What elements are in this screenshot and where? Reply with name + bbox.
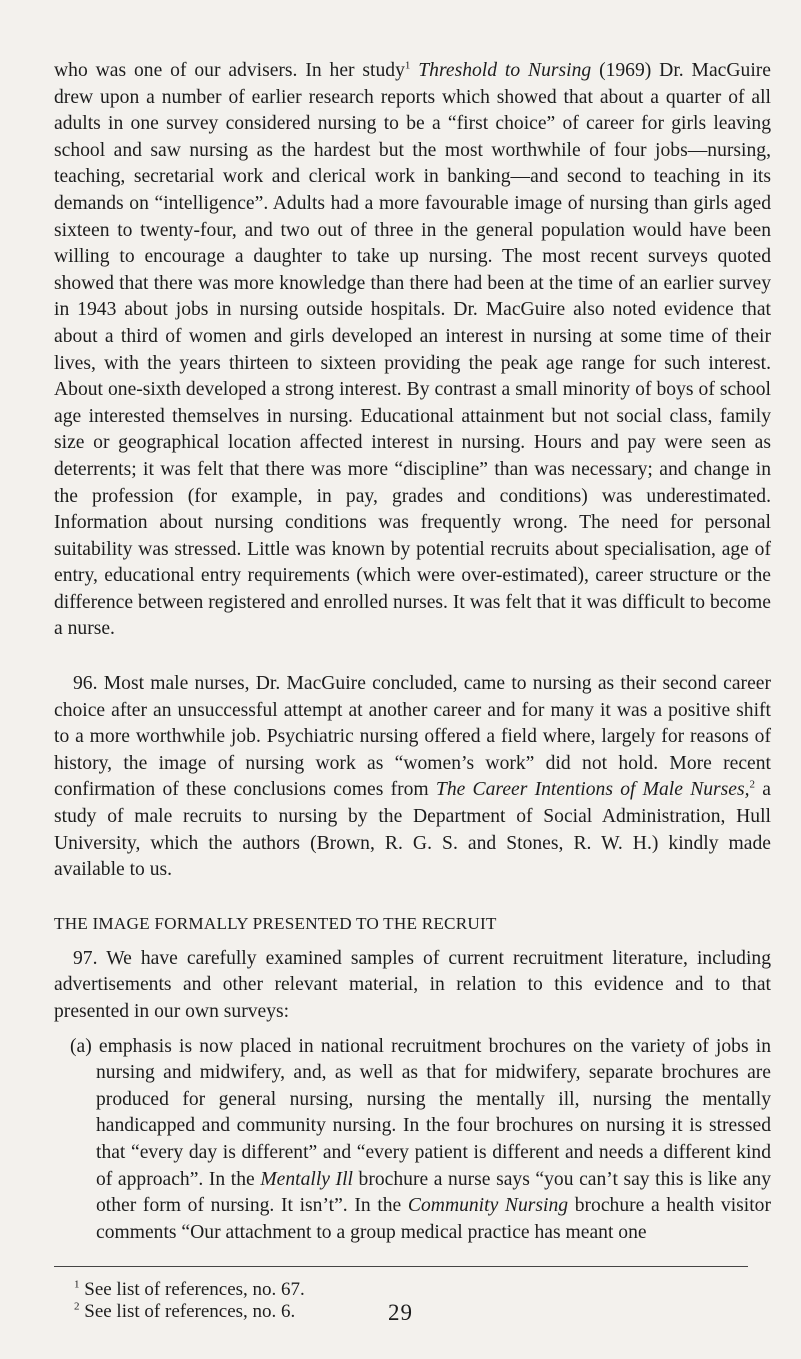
footnote-text: See list of references, no. 67. bbox=[79, 1279, 305, 1301]
paragraph-97: 97. We have carefully examined samples of current recruitment literature, including advertisements and other relevant material, in relation to this evidence and to that presented in our own surveys: bbox=[54, 947, 771, 1022]
paragraph-text: 96. Most male nurses, Dr. MacGuire concluded, came to nursing as their second career choice after an unsuccessful attempt at another career and for many it was a positive shift to a more worthwhile job. Psychiatric nursing offered a field where, largely for reasons of history, the image of nursing work as “women’s work” did not hold. More recent confirmation of these conclusions comes from bbox=[54, 673, 771, 801]
footnote-mark: 2 bbox=[74, 1301, 80, 1314]
paragraph-text: a study of male recruits to nursing by the Department of Social Administration, Hull University, which the authors (Brown, R. G. S. and Stones, R. W. H.) kindly made available to us. bbox=[54, 779, 771, 881]
brochure-title: Mentally Ill bbox=[260, 1168, 353, 1190]
list-text: brochure a health visitor comments “Our attachment to a group medical practice has meant one bbox=[96, 1195, 771, 1243]
footnote-ref-1: 1 bbox=[404, 59, 411, 72]
book-title: Threshold to Nursing bbox=[418, 60, 592, 81]
list-text: brochure a nurse says “you can’t say this is like any other form of nursing. It isn’t”. In the bbox=[96, 1168, 771, 1217]
footnote-ref-2: 2 bbox=[749, 778, 756, 791]
paragraph-text: who was one of our advisers. In her study bbox=[54, 60, 405, 81]
footnote-1 bbox=[74, 1279, 771, 1301]
list-label: (a) bbox=[70, 1035, 92, 1057]
paragraph-text: (1969) Dr. MacGuire drew upon a number of earlier research reports which showed that about a quarter of all adults in one survey considered nursing to be a “first choice” of career for girls leaving school and saw nursing as the hardest but the most worthwhile of four jobs—nursing, teaching, secretarial work and clerical work in banking—and second to teaching in its demands on “intelligence”. Adults had a more favourable image of nursing than girls aged sixteen to twenty-four, and two out of three in the general population would have been willing to encourage a daughter to take up nursing. The most recent surveys quoted showed that there was more knowledge than there had been at the time of an earlier survey in 1943 about jobs in nursing outside hospitals. Dr. MacGuire also noted evidence that about a third of women and girls developed an interest in nursing at some time of their lives, with the years thirteen to sixteen providing the peak age range for such interest. About one-sixth developed a strong interest. By contrast a small minority of boys of school age interested themselves in nursing. Educational attainment but not social class, family size or geographical location affected interest in nursing. Hours and pay were seen as deterrents; it was felt that there was more “discipline” than was necessary; and change in the profession (for example, in pay, grades and conditions) was underestimated. Information about nursing conditions was frequently wrong. The need for personal suitability was stressed. Little was known by potential recruits about specialisation, age of entry, educational entry requirements (which were over-estimated), career structure or the difference between registered and enrolled nurses. It was felt that it was difficult to become a nurse. bbox=[54, 60, 771, 640]
list-item-a bbox=[54, 1034, 771, 1247]
footnote-text: See list of references, no. 6. bbox=[79, 1301, 296, 1323]
footnote-divider bbox=[54, 1266, 748, 1267]
page-number: 29 bbox=[388, 1300, 413, 1325]
paragraph-96 bbox=[54, 671, 771, 884]
section-heading: THE IMAGE FORMALLY PRESENTED TO THE RECRUIT bbox=[54, 913, 497, 933]
study-title: The Career Intentions of Male Nurses, bbox=[435, 779, 750, 801]
footnote-mark: 1 bbox=[74, 1279, 80, 1292]
list-text: emphasis is now placed in national recruitment brochures on the variety of jobs in nursing and midwifery, and, as well as that for midwifery, separate brochures are produced for general nursing, nursing the mentally ill, nursing the mentally handicapped and community nursing. In the four brochures on nursing it is stressed that “every day is different” and “every patient is different and needs a different kind of approach”. In the bbox=[91, 1035, 771, 1190]
paragraph-threshold-study bbox=[54, 58, 771, 643]
brochure-title: Community Nursing bbox=[407, 1195, 569, 1217]
